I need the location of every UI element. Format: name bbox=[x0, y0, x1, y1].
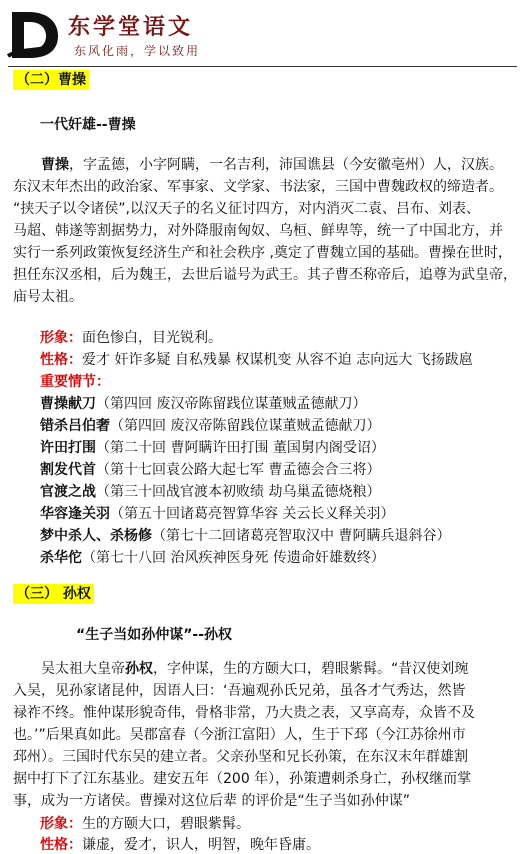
bio-line: ，字孟德，小字阿瞒，一名吉利，沛国谯县（今安徽亳州）人，汉族。 bbox=[69, 157, 503, 173]
bio-line: 事，成为一方诸侯。曹操对这位后辈 的评价是“生子当如孙仲谋” bbox=[13, 793, 410, 809]
plot-item bbox=[40, 505, 394, 523]
brand-name: 东学堂语文 bbox=[68, 15, 194, 40]
appearance-label: 形象： bbox=[40, 816, 82, 832]
bio-line: 担任东汉丞相，后为魏王，去世后谥号为武王。其子曹丕称帝后，追尊为武皇帝， bbox=[13, 267, 517, 283]
bio-line: 入吴，见孙家诸昆仲，因语人曰：‘吾遍观孙氏兄弟，虽各才气秀达，然皆 bbox=[13, 683, 466, 699]
plot-detail: （第二十回 曹阿瞒许田打围 董国舅内阁受诏） bbox=[96, 440, 385, 456]
bio-line: 禄祚不终。惟仲谋形貌奇伟，骨格非常，乃大贵之表，又享高寿，众皆不及 bbox=[13, 705, 475, 721]
appearance-value: 生的方颐大口，碧眼紫髯。 bbox=[82, 816, 250, 832]
plot-title: 许田打围 bbox=[40, 440, 96, 456]
plot-title: 梦中杀人、杀杨修 bbox=[40, 528, 152, 544]
plot-detail: （第三十回战官渡本初败绩 劫乌巢孟德烧粮） bbox=[96, 484, 381, 500]
plot-title: 官渡之战 bbox=[40, 484, 96, 500]
bio-name: 曹操 bbox=[41, 157, 69, 173]
appearance-row bbox=[40, 815, 250, 833]
section-heading-sunquan: （三） 孙权 bbox=[13, 584, 94, 604]
appearance-value: 面色惨白，目光锐利。 bbox=[82, 330, 222, 346]
plot-title: 曹操献刀 bbox=[40, 396, 96, 412]
plot-item bbox=[40, 527, 450, 545]
plot-detail: （第十七回袁公路大起七军 曹孟德会合三将） bbox=[96, 462, 381, 478]
bio-paragraph-caocao bbox=[13, 154, 521, 308]
plot-item bbox=[40, 549, 385, 567]
plot-detail: （第五十回诸葛亮智算华容 关云长义释关羽） bbox=[110, 506, 395, 522]
plot-title: 割发代首 bbox=[40, 462, 96, 478]
bio-line: 庙号太祖。 bbox=[13, 289, 83, 305]
header-divider bbox=[8, 66, 517, 67]
personality-label: 性格： bbox=[40, 837, 82, 853]
personality-label: 性格： bbox=[40, 352, 82, 368]
personality-row bbox=[40, 836, 320, 854]
bio-name: 孙权 bbox=[125, 661, 153, 677]
section-subtitle-sunquan: “生子当如孙仲谋”--孙权 bbox=[76, 627, 233, 643]
bio-line: “挟天子以令诸侯”,以汉天子的名义征讨四方，对内消灭二袁、吕布、刘表、 bbox=[13, 201, 480, 217]
personality-value: 谦虚，爱才，识人，明智，晚年昏庸。 bbox=[82, 837, 320, 853]
bio-line: 据中打下了江东基业。建安五年（200 年），孙策遭刺杀身亡，孙权继而掌 bbox=[13, 771, 472, 787]
bio-line: 也。’”后果真如此。吴郡富春（今浙江富阳）人，生于下邳（今江苏徐州市 bbox=[13, 727, 466, 743]
plots-label-row bbox=[40, 373, 110, 391]
section-heading-caocao: （二）曹操 bbox=[13, 70, 89, 90]
plots-label: 重要情节： bbox=[40, 374, 110, 390]
bio-line: ，字仲谋，生的方颐大口，碧眼紫髯。“昔汉使刘琬 bbox=[153, 661, 469, 677]
appearance-row bbox=[40, 329, 222, 347]
bio-paragraph-sunquan bbox=[13, 658, 521, 812]
plot-item bbox=[40, 395, 366, 413]
personality-row bbox=[40, 351, 473, 369]
plot-item bbox=[40, 417, 380, 435]
plot-title: 杀华佗 bbox=[40, 550, 82, 566]
plot-item bbox=[40, 439, 385, 457]
plot-item bbox=[40, 483, 380, 501]
plot-title: 华容逢关羽 bbox=[40, 506, 110, 522]
plot-detail: （第七十二回诸葛亮智取汉中 曹阿瞒兵退斜谷） bbox=[152, 528, 451, 544]
bio-line: 实行一系列政策恢复经济生产和社会秩序 ,奠定了曹魏立国的基础。曹操在世时， bbox=[13, 245, 512, 261]
plot-detail: （第四回 废汉帝陈留践位谋董贼孟德献刀） bbox=[96, 396, 367, 412]
plot-detail: （第四回 废汉帝陈留践位谋董贼孟德献刀） bbox=[110, 418, 381, 434]
bio-line: 东汉末年杰出的政治家、军事家、文学家、书法家，三国中曹魏政权的缔造者。 bbox=[13, 179, 503, 195]
appearance-label: 形象： bbox=[40, 330, 82, 346]
plot-detail: （第七十八回 治风疾神医身死 传遗命奸雄数终） bbox=[82, 550, 385, 566]
bio-line: 吴太祖大皇帝 bbox=[41, 661, 125, 677]
section-subtitle-caocao: 一代奸雄--曹操 bbox=[40, 117, 136, 133]
personality-value: 爱才 奸诈多疑 自私残暴 权谋机变 从容不迫 志向远大 飞扬跋扈 bbox=[82, 352, 473, 368]
logo-d-icon bbox=[6, 8, 62, 62]
bio-line: 马超、韩遂等割据势力，对外降服南匈奴、乌桓、鲜卑等，统一了中国北方，并 bbox=[13, 223, 503, 239]
header bbox=[0, 0, 531, 66]
plot-title: 错杀吕伯奢 bbox=[40, 418, 110, 434]
brand-slogan: 东风化雨，学以致用 bbox=[74, 44, 201, 58]
plot-item bbox=[40, 461, 380, 479]
bio-line: 邳州）。三国时代东吴的建立者。父亲孙坚和兄长孙策，在东汉末年群雄割 bbox=[13, 749, 468, 765]
